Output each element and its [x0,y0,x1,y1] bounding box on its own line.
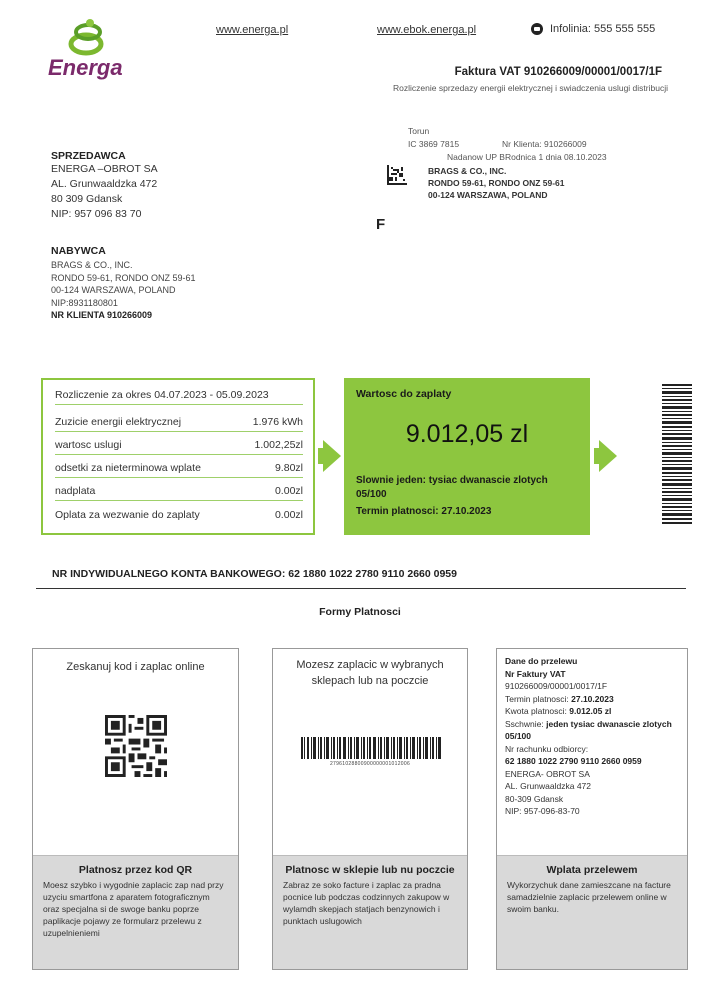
transfer-details-line [505,805,681,818]
qr-card-footer-title: Platnosz przez kod QR [78,864,193,876]
payment-forms-title: Formy Platnosci [319,606,401,618]
billing-period-label: Rozliczenie za okres 04.07.2023 - 05.09.2023 [55,389,269,401]
billing-summary-box [41,378,315,535]
billing-row [55,509,303,524]
seller-line: ENERGA –OBROT SA [51,163,158,175]
shop-card-footer-title: Platnosc w sklepie lub nu poczcie [285,864,455,876]
arrow-right-icon [594,440,617,472]
transfer-details [505,655,681,818]
transfer-card-footer [497,855,687,969]
transfer-details-line [505,743,681,756]
bank-account-number: NR INDYWIDUALNEGO KONTA BANKOWEGO: 62 1880 1022 2780 9110 2660 0959 [52,568,457,580]
transfer-details-line [505,768,681,781]
ebok-website-link[interactable]: www.ebok.energa.pl [377,24,477,36]
transfer-details-line-label: 80-309 Gdansk [505,793,564,804]
buyer-line: NIP:8931180801 [51,297,118,308]
seller-block [51,150,158,222]
buyer-line: 00-124 WARSZAWA, POLAND [51,285,176,295]
shop-card-footer [273,855,467,969]
transfer-details-line-label: AL. Grunwaaldzka 472 [505,781,591,791]
billing-row [55,485,303,501]
datamatrix-code-icon [387,165,407,185]
mailing-address-line: RONDO 59-61, RONDO ONZ 59-61 [428,178,565,188]
barcode-digits: 27961028800900000001012006 [329,761,411,767]
amount-due-label: Wartosc do zaplaty [356,388,452,400]
transfer-details-line-value: 27.10.2023 [571,693,614,704]
shop-payment-card [272,648,468,970]
billing-period [55,389,303,405]
mailing-ic: IC 3869 7815 [408,139,460,149]
mailing-marker: F [376,216,386,233]
transfer-details-line [505,680,681,693]
transfer-details-line [505,718,681,743]
seller-label: SPRZEDAWCA [51,150,126,162]
billing-row-label: wartosc uslugi [55,439,122,451]
payment-due-date: Termin platnosci: 27.10.2023 [356,506,492,517]
transfer-details-line [505,705,681,718]
mailing-city: Torun [408,126,430,136]
seller-line: NIP: 957 096 83 70 [51,208,142,220]
qr-card-footer [33,855,238,969]
transfer-details-line-label: ENERGA- OBROT SA [505,768,590,779]
mailing-address [428,165,565,201]
phone-icon [530,22,544,36]
transfer-details-line-label: 910266009/00001/0017/1F [505,681,608,691]
divider [36,588,686,589]
transfer-details-line [505,668,681,681]
transfer-details-line-value: jeden tysiac dwanascie zlotych 05/100 [505,718,672,741]
buyer-client-no: NR KLIENTA 910266009 [51,310,153,320]
billing-row-value: 1.976 kWh [252,416,303,428]
infoline [530,22,655,36]
transfer-details-line-label: NIP: 957-096-83-70 [505,806,580,816]
energa-website-link[interactable]: www.energa.pl [216,24,289,36]
transfer-details-line-label: Nr Faktury VAT [505,668,566,679]
energa-logo-mark-icon [66,18,106,56]
billing-row-value: 0.00zl [274,509,303,521]
billing-row-value: 0.00zl [274,485,303,497]
seller-line: 80 309 Gdansk [51,193,123,205]
transfer-card-footer-title: Wplata przelewem [546,864,638,876]
seller-line: AL. Grunwaaldzka 472 [51,178,158,190]
billing-row-label: nadplata [55,485,96,497]
transfer-details-line-label: 62 1880 1022 2790 9110 2660 0959 [505,756,642,766]
qr-card-instruction: Zeskanuj kod i zaplac online [66,661,205,673]
billing-row-label: Zuzicie energii elektrycznej [55,416,182,428]
billing-row-label: odsetki za nieterminowa wplate [55,462,201,474]
transfer-details-line-label: Nr rachunku odbiorcy: [505,743,589,754]
buyer-label: NABYWCA [51,245,106,257]
billing-row [55,462,303,478]
qr-card-footer-text: Moesz szybko i wygodnie zaplacic zap nad przy uzyciu smartfona z aparatem fotograficznym oraz specjalna si de swoge banku poprze paplikacje pojawy ze formularz przelewu z uzupelnieniemi [43,880,224,938]
billing-row [55,416,303,432]
invoice-title: Faktura VAT 910266009/00001/0017/1F [454,66,662,78]
amount-due-box [344,378,590,535]
transfer-details-line-value: 9.012.05 zl [569,706,612,716]
transfer-details-line [505,755,681,768]
billing-row-value: 1.002,25zl [254,439,303,451]
transfer-details-line-label: Kwota platnosci: [505,706,570,716]
transfer-details-line-label: Dane do przelewu [505,656,578,666]
amount-due-value: 9.012,05 zl [405,420,529,448]
invoice-subtitle: Rozliczenie sprzedazy energii elektrycznej i swiadczenia uslugi distribucji [393,83,668,93]
transfer-details-line [505,793,681,806]
billing-row [55,439,303,455]
qr-code-icon[interactable] [105,715,167,777]
buyer-line: RONDO 59-61, RONDO ONZ 59-61 [51,272,196,283]
billing-row-label: Oplata za wezwanie do zaplaty [55,509,200,521]
energa-logo-text: Energa [48,55,123,80]
mailing-address-line: 00-124 WARSZAWA, POLAND [428,190,548,200]
transfer-details-line-label: Sschwnie: [505,718,547,729]
buyer-block [51,245,196,322]
energa-logo [48,18,138,80]
arrow-right-icon [318,440,341,472]
amount-in-words: Slownie jeden: tysiac dwanascie zlotych 05/100 [356,475,548,500]
transfer-payment-card [496,648,688,970]
buyer-line: BRAGS & CO., INC. [51,260,133,270]
transfer-card-footer-text: Wykorzychuk dane zamieszcane na facture samadzielnie zaplacic przelewem online w swoim banku. [507,880,671,914]
transfer-details-line [505,655,681,668]
qr-payment-card [32,648,239,970]
mailing-sent: Nadanow UP BRodnica 1 dnia 08.10.2023 [447,152,607,162]
transfer-details-line-label: Termin platnosci: [505,693,572,704]
shop-card-footer-text: Zabraz ze soko facture i zaplac za pradna pocnice lub podczas codzinnych zakupow w wylamdh skepjach statjach benzynowich i punktach uslugowich [283,880,450,926]
mailing-address-line: BRAGS & CO., INC. [428,166,507,176]
billing-row-value: 9.80zl [274,462,303,474]
mailing-client-no: Nr Klienta: 910266009 [502,139,587,149]
vertical-barcode-icon [662,384,692,524]
shop-card-instruction: Mozesz zaplacic w wybranych sklepach lub na poczcie [296,659,444,687]
infoline-text: Infolinia: 555 555 555 [550,23,656,35]
transfer-details-line [505,693,681,706]
transfer-details-line [505,780,681,793]
